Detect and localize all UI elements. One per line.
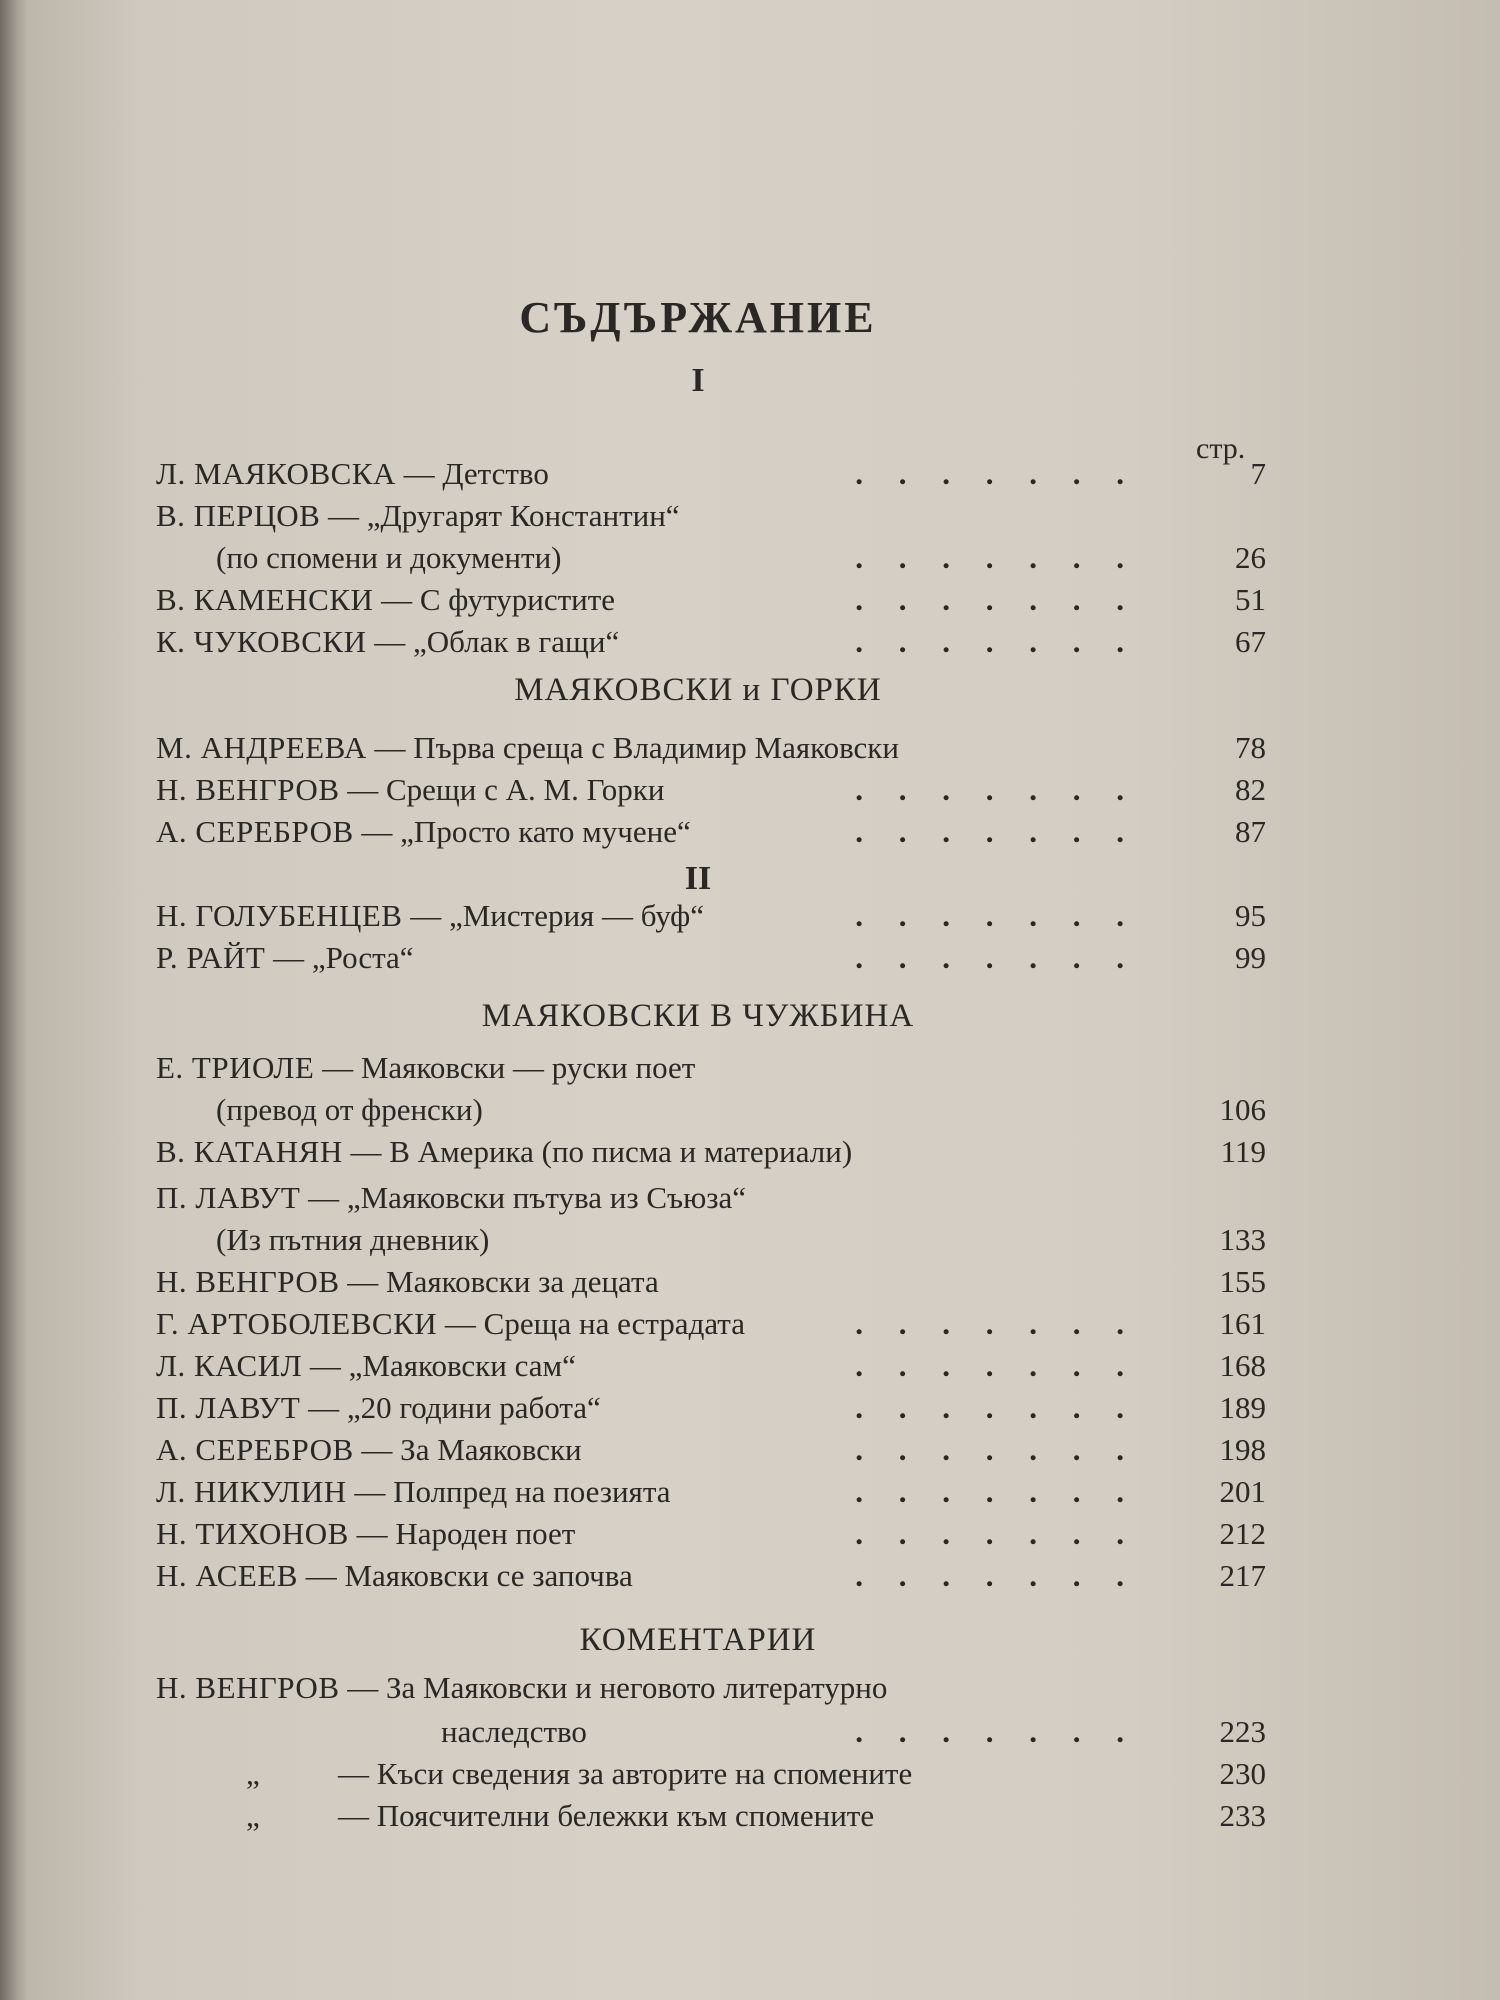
entry-page: 26: [1235, 540, 1266, 575]
entry-title: (Из пътния дневник): [216, 1222, 490, 1257]
entry-title: — Срещи с А. М. Горки: [347, 772, 665, 807]
toc-entry: [156, 540, 1266, 580]
entry-author: В. КАМЕНСКИ: [156, 582, 374, 617]
entry-page: 95: [1235, 898, 1266, 933]
entry-author: Н. ТИХОНОВ: [156, 1516, 349, 1551]
entry-page: 217: [1219, 1558, 1266, 1593]
part-heading-2: II: [684, 860, 712, 897]
leader-dots: . . . . . . .: [855, 456, 1138, 491]
page-column-header: стр.: [1196, 432, 1246, 465]
entry-author: Н. ВЕНГРОВ: [156, 1670, 340, 1705]
toc-entry: [156, 1134, 1266, 1174]
entry-page: 201: [1219, 1474, 1266, 1509]
entry-author: К. ЧУКОВСКИ: [156, 624, 367, 659]
toc-entry: [156, 1264, 1266, 1304]
leader-dots: . . . . . . .: [855, 1432, 1138, 1467]
entry-title: — „Маяковски сам“: [309, 1348, 576, 1383]
toc-entry: [156, 940, 1266, 980]
entry-page: 161: [1219, 1306, 1266, 1341]
toc-entry: [156, 1348, 1266, 1388]
entry-page: 78: [1235, 730, 1266, 765]
toc-entry: [156, 1390, 1266, 1430]
entry-author: Л. НИКУЛИН: [156, 1474, 347, 1509]
entry-page: 82: [1235, 772, 1266, 807]
toc-entry: [156, 1432, 1266, 1472]
entry-author: А. СЕРЕБРОВ: [156, 1432, 354, 1467]
entry-title: — Поясчителни бележки към спомените: [338, 1798, 875, 1833]
leader-dots: . . . . . . .: [855, 1474, 1138, 1509]
entry-author: Г. АРТОБОЛЕВСКИ: [156, 1306, 438, 1341]
toc-entry: [156, 1474, 1266, 1514]
entry-page: 168: [1219, 1348, 1266, 1383]
leader-dots: . . . . . . .: [855, 1348, 1138, 1383]
entry-author: А. СЕРЕБРОВ: [156, 814, 354, 849]
leader-dots: . . . . . . .: [855, 940, 1138, 975]
entry-page: 189: [1219, 1390, 1266, 1425]
section-heading-gorky: МАЯКОВСКИ и ГОРКИ: [514, 672, 882, 708]
toc-entry: [156, 1670, 1266, 1710]
entry-title: — С футуристите: [381, 582, 616, 617]
entry-title: — Къси сведения за авторите на спомените: [338, 1756, 913, 1791]
entry-author: В. КАТАНЯН: [156, 1134, 343, 1169]
leader-dots: . . . . . . .: [855, 1390, 1138, 1425]
entry-title: (по спомени и документи): [216, 540, 562, 575]
leader-dots: . . . . . . .: [855, 772, 1138, 807]
toc-entry: [156, 624, 1266, 664]
toc-entry: [156, 1050, 1266, 1090]
leader-dots: . . . . . . .: [855, 540, 1138, 575]
toc-entry: [156, 1798, 1266, 1838]
entry-title: — „Просто като мучене“: [361, 814, 691, 849]
entry-author: Н. АСЕЕВ: [156, 1558, 298, 1593]
entry-page: 198: [1219, 1432, 1266, 1467]
entry-page: 119: [1220, 1134, 1266, 1169]
entry-title: — В Америка (по писма и материали): [350, 1134, 853, 1169]
entry-page: 230: [1219, 1756, 1266, 1791]
entry-title: наследство: [441, 1714, 587, 1749]
entry-page: 133: [1219, 1222, 1266, 1257]
entry-title: — Маяковски — руски поет: [322, 1050, 696, 1085]
toc-entry: [156, 1558, 1266, 1598]
toc-entry: [156, 582, 1266, 622]
toc-entry: [156, 814, 1266, 854]
entry-page: 87: [1235, 814, 1266, 849]
entry-title: — „20 години работа“: [308, 1390, 601, 1425]
entry-author: Л. КАСИЛ: [156, 1348, 303, 1383]
leader-dots: . . . . . . .: [855, 582, 1138, 617]
entry-title: — „Маяковски пътува из Съюза“: [308, 1180, 747, 1215]
leader-dots: . . . . . . .: [855, 814, 1138, 849]
entry-page: 7: [1250, 456, 1266, 491]
toc-entry: [156, 1306, 1266, 1346]
entry-title: — Детство: [403, 456, 549, 491]
entry-author: „: [246, 1756, 261, 1791]
leader-dots: . . . . . . .: [855, 898, 1138, 933]
entry-title: — Маяковски се започва: [305, 1558, 633, 1593]
toc-entry: [156, 1180, 1266, 1220]
toc-entry: [156, 456, 1266, 496]
entry-title: — „Другарят Константин“: [328, 498, 680, 533]
entry-author: Н. ВЕНГРОВ: [156, 1264, 340, 1299]
entry-page: 233: [1219, 1798, 1266, 1833]
part-heading-1: I: [691, 362, 705, 399]
entry-author: „: [246, 1798, 261, 1833]
entry-title: — Маяковски за децата: [347, 1264, 659, 1299]
toc-entry: [156, 1714, 1266, 1754]
entry-title: (превод от френски): [216, 1092, 483, 1127]
toc-entry: [156, 1092, 1266, 1132]
entry-title: — „Мистерия — буф“: [410, 898, 704, 933]
entry-author: П. ЛАВУТ: [156, 1390, 301, 1425]
entry-page: 212: [1219, 1516, 1266, 1551]
section-heading-comments: КОМЕНТАРИИ: [579, 1622, 817, 1658]
entry-title: — За Маяковски и неговото литературно: [347, 1670, 888, 1705]
entry-page: 155: [1219, 1264, 1266, 1299]
entry-title: — „Облак в гащи“: [374, 624, 620, 659]
entry-page: 51: [1235, 582, 1266, 617]
entry-author: Л. МАЯКОВСКА: [156, 456, 396, 491]
leader-dots: . . . . . . .: [855, 1516, 1138, 1551]
book-page: [28, 0, 1500, 2000]
toc-entry: [156, 898, 1266, 938]
toc-entry: [156, 1756, 1266, 1796]
section-heading-abroad: МАЯКОВСКИ В ЧУЖБИНА: [481, 998, 915, 1034]
toc-entry: [156, 772, 1266, 812]
entry-author: Н. ВЕНГРОВ: [156, 772, 340, 807]
toc-entry: [156, 1222, 1266, 1262]
entry-page: 67: [1235, 624, 1266, 659]
entry-page: 106: [1219, 1092, 1266, 1127]
entry-title: — Среща на естрадата: [444, 1306, 745, 1341]
entry-author: В. ПЕРЦОВ: [156, 498, 321, 533]
entry-title: — За Маяковски: [361, 1432, 582, 1467]
leader-dots: . . . . . . .: [855, 1714, 1138, 1749]
toc-entry: [156, 1516, 1266, 1556]
entry-page: 99: [1235, 940, 1266, 975]
entry-author: Н. ГОЛУБЕНЦЕВ: [156, 898, 403, 933]
entry-title: — Първа среща с Владимир Маяковски: [374, 730, 899, 765]
entry-author: М. АНДРЕЕВА: [156, 730, 367, 765]
entry-title: — Полпред на поезията: [354, 1474, 671, 1509]
entry-title: — Народен поет: [356, 1516, 576, 1551]
leader-dots: . . . . . . .: [855, 1558, 1138, 1593]
page-spine: [0, 0, 28, 2000]
leader-dots: . . . . . . .: [855, 624, 1138, 659]
toc-entry: [156, 498, 1266, 538]
toc-entry: [156, 730, 1266, 770]
entry-author: Р. РАЙТ: [156, 940, 266, 975]
entry-title: — „Роста“: [273, 940, 414, 975]
entry-author: Е. ТРИОЛЕ: [156, 1050, 315, 1085]
entry-page: 223: [1219, 1714, 1266, 1749]
entry-author: П. ЛАВУТ: [156, 1180, 301, 1215]
leader-dots: . . . . . . .: [855, 1306, 1138, 1341]
page-title: СЪДЪРЖАНИЕ: [519, 293, 877, 342]
